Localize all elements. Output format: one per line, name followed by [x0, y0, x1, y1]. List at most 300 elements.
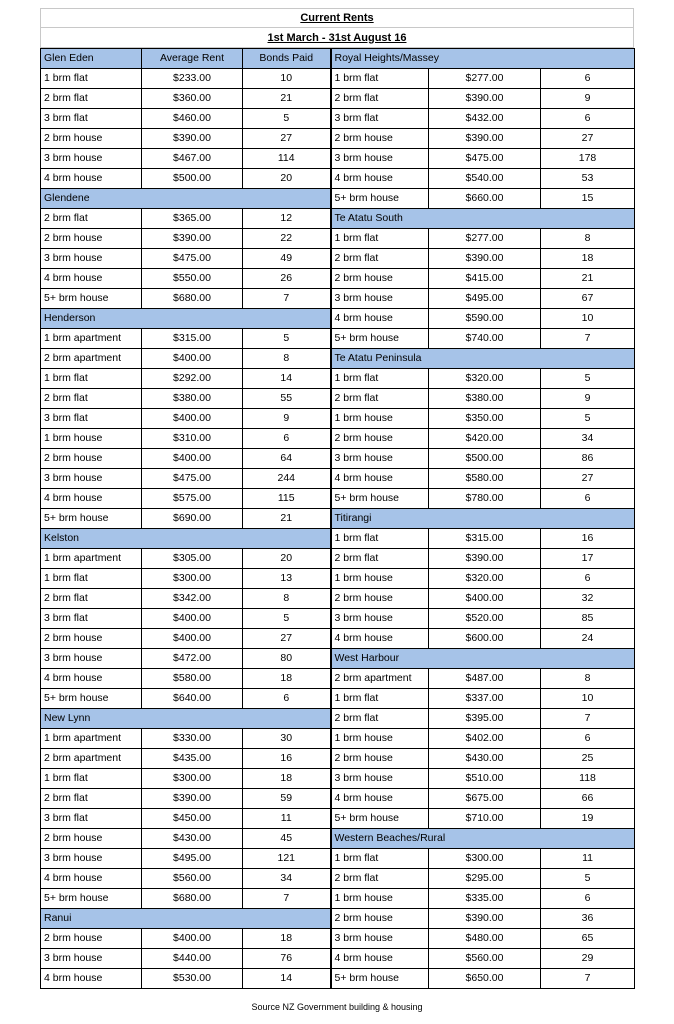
- bonds-paid: 9: [541, 389, 635, 409]
- bonds-paid: 27: [243, 129, 331, 149]
- average-rent: $400.00: [142, 629, 243, 649]
- average-rent: $365.00: [142, 209, 243, 229]
- average-rent: $660.00: [429, 189, 541, 209]
- average-rent: $475.00: [142, 469, 243, 489]
- dwelling-type: 3 brm flat: [41, 809, 142, 829]
- bonds-paid: 10: [541, 689, 635, 709]
- average-rent: $430.00: [429, 749, 541, 769]
- dwelling-type: 5+ brm house: [41, 689, 142, 709]
- dwelling-type: 2 brm flat: [331, 869, 429, 889]
- dwelling-type: 4 brm house: [331, 309, 429, 329]
- average-rent: $402.00: [429, 729, 541, 749]
- table-row: [41, 969, 635, 989]
- bonds-paid: 85: [541, 609, 635, 629]
- dwelling-type: 2 brm house: [331, 429, 429, 449]
- table-row: [41, 569, 635, 589]
- average-rent: $292.00: [142, 369, 243, 389]
- table-row: [41, 929, 635, 949]
- table-row: [41, 849, 635, 869]
- average-rent: $480.00: [429, 929, 541, 949]
- bonds-paid: 6: [541, 889, 635, 909]
- table-row: [41, 509, 635, 529]
- table-row: [41, 289, 635, 309]
- dwelling-type: 4 brm house: [41, 489, 142, 509]
- dwelling-type: 3 brm house: [331, 929, 429, 949]
- table-row: [41, 189, 635, 209]
- average-rent: $530.00: [142, 969, 243, 989]
- area-header-new-lynn: New Lynn: [41, 709, 331, 729]
- table-row: [41, 909, 635, 929]
- dwelling-type: 1 brm house: [331, 729, 429, 749]
- table-row: [41, 269, 635, 289]
- average-rent: $710.00: [429, 809, 541, 829]
- bonds-paid: 67: [541, 289, 635, 309]
- average-rent: $320.00: [429, 369, 541, 389]
- table-row: [41, 369, 635, 389]
- average-rent: $390.00: [142, 789, 243, 809]
- area-header-te-atatu-peninsula: Te Atatu Peninsula: [331, 349, 635, 369]
- dwelling-type: 2 brm house: [41, 229, 142, 249]
- dwelling-type: 2 brm flat: [41, 209, 142, 229]
- dwelling-type: 4 brm house: [331, 789, 429, 809]
- bonds-paid: 86: [541, 449, 635, 469]
- bonds-paid: 36: [541, 909, 635, 929]
- bonds-paid: 6: [243, 429, 331, 449]
- bonds-paid: 5: [541, 869, 635, 889]
- average-rent: $440.00: [142, 949, 243, 969]
- column-header-average-rent: Average Rent: [142, 49, 243, 69]
- rents-table: [40, 48, 635, 989]
- average-rent: $400.00: [142, 609, 243, 629]
- dwelling-type: 2 brm flat: [331, 89, 429, 109]
- dwelling-type: 3 brm house: [331, 769, 429, 789]
- bonds-paid: 14: [243, 369, 331, 389]
- average-rent: $500.00: [142, 169, 243, 189]
- column-header-bonds-paid: Bonds Paid: [243, 49, 331, 69]
- bonds-paid: 244: [243, 469, 331, 489]
- bonds-paid: 115: [243, 489, 331, 509]
- bonds-paid: 32: [541, 589, 635, 609]
- dwelling-type: 3 brm house: [41, 149, 142, 169]
- bonds-paid: 55: [243, 389, 331, 409]
- dwelling-type: 1 brm flat: [331, 689, 429, 709]
- average-rent: $740.00: [429, 329, 541, 349]
- dwelling-type: 2 brm house: [41, 129, 142, 149]
- table-row: [41, 229, 635, 249]
- table-row: [41, 449, 635, 469]
- area-header-ranui: Ranui: [41, 909, 331, 929]
- average-rent: $460.00: [142, 109, 243, 129]
- dwelling-type: 5+ brm house: [41, 509, 142, 529]
- average-rent: $380.00: [142, 389, 243, 409]
- average-rent: $315.00: [429, 529, 541, 549]
- dwelling-type: 4 brm house: [331, 469, 429, 489]
- bonds-paid: 121: [243, 849, 331, 869]
- table-row: [41, 649, 635, 669]
- table-row: [41, 749, 635, 769]
- bonds-paid: 18: [243, 769, 331, 789]
- average-rent: $390.00: [142, 129, 243, 149]
- dwelling-type: 2 brm flat: [41, 789, 142, 809]
- table-row: [41, 149, 635, 169]
- average-rent: $590.00: [429, 309, 541, 329]
- bonds-paid: 18: [541, 249, 635, 269]
- dwelling-type: 2 brm flat: [331, 549, 429, 569]
- bonds-paid: 6: [541, 569, 635, 589]
- dwelling-type: 2 brm house: [41, 449, 142, 469]
- table-row: [41, 209, 635, 229]
- bonds-paid: 8: [243, 589, 331, 609]
- bonds-paid: 49: [243, 249, 331, 269]
- average-rent: $300.00: [429, 849, 541, 869]
- bonds-paid: 30: [243, 729, 331, 749]
- table-row: [41, 249, 635, 269]
- bonds-paid: 9: [243, 409, 331, 429]
- average-rent: $430.00: [142, 829, 243, 849]
- bonds-paid: 114: [243, 149, 331, 169]
- dwelling-type: 1 brm house: [331, 409, 429, 429]
- average-rent: $320.00: [429, 569, 541, 589]
- dwelling-type: 2 brm house: [41, 929, 142, 949]
- dwelling-type: 5+ brm house: [41, 889, 142, 909]
- bonds-paid: 5: [243, 609, 331, 629]
- dwelling-type: 4 brm house: [41, 869, 142, 889]
- average-rent: $400.00: [142, 409, 243, 429]
- dwelling-type: 1 brm flat: [331, 69, 429, 89]
- dwelling-type: 2 brm house: [331, 749, 429, 769]
- bonds-paid: 6: [541, 109, 635, 129]
- dwelling-type: 1 brm house: [331, 569, 429, 589]
- date-range: 1st March - 31st August 16: [40, 28, 634, 48]
- dwelling-type: 3 brm house: [41, 949, 142, 969]
- bonds-paid: 9: [541, 89, 635, 109]
- table-row: [41, 329, 635, 349]
- dwelling-type: 2 brm house: [331, 589, 429, 609]
- average-rent: $540.00: [429, 169, 541, 189]
- table-row: [41, 949, 635, 969]
- dwelling-type: 4 brm house: [41, 269, 142, 289]
- dwelling-type: 4 brm house: [41, 969, 142, 989]
- table-row: [41, 549, 635, 569]
- bonds-paid: 29: [541, 949, 635, 969]
- bonds-paid: 59: [243, 789, 331, 809]
- bonds-paid: 53: [541, 169, 635, 189]
- average-rent: $510.00: [429, 769, 541, 789]
- area-header-glen-eden: Glen Eden: [41, 49, 142, 69]
- dwelling-type: 3 brm house: [41, 469, 142, 489]
- dwelling-type: 3 brm flat: [41, 609, 142, 629]
- area-header-western-beaches-rural: Western Beaches/Rural: [331, 829, 635, 849]
- average-rent: $650.00: [429, 969, 541, 989]
- average-rent: $500.00: [429, 449, 541, 469]
- table-row: [41, 169, 635, 189]
- average-rent: $380.00: [429, 389, 541, 409]
- dwelling-type: 2 brm flat: [41, 89, 142, 109]
- dwelling-type: 1 brm house: [41, 429, 142, 449]
- dwelling-type: 2 brm house: [41, 629, 142, 649]
- bonds-paid: 27: [243, 629, 331, 649]
- bonds-paid: 7: [243, 289, 331, 309]
- table-row: [41, 469, 635, 489]
- dwelling-type: 1 brm flat: [331, 369, 429, 389]
- dwelling-type: 3 brm flat: [41, 409, 142, 429]
- dwelling-type: 3 brm house: [331, 609, 429, 629]
- average-rent: $560.00: [142, 869, 243, 889]
- average-rent: $395.00: [429, 709, 541, 729]
- bonds-paid: 6: [541, 489, 635, 509]
- bonds-paid: 21: [243, 509, 331, 529]
- average-rent: $315.00: [142, 329, 243, 349]
- table-row: [41, 129, 635, 149]
- average-rent: $300.00: [142, 769, 243, 789]
- dwelling-type: 5+ brm house: [331, 809, 429, 829]
- average-rent: $600.00: [429, 629, 541, 649]
- dwelling-type: 5+ brm house: [331, 969, 429, 989]
- area-header-henderson: Henderson: [41, 309, 331, 329]
- dwelling-type: 4 brm house: [331, 949, 429, 969]
- bonds-paid: 76: [243, 949, 331, 969]
- dwelling-type: 2 brm house: [331, 129, 429, 149]
- average-rent: $400.00: [429, 589, 541, 609]
- page-title: Current Rents: [40, 8, 634, 28]
- table-row: [41, 709, 635, 729]
- bonds-paid: 10: [243, 69, 331, 89]
- average-rent: $337.00: [429, 689, 541, 709]
- dwelling-type: 5+ brm house: [331, 489, 429, 509]
- dwelling-type: 2 brm apartment: [41, 749, 142, 769]
- bonds-paid: 8: [243, 349, 331, 369]
- dwelling-type: 1 brm flat: [41, 769, 142, 789]
- bonds-paid: 14: [243, 969, 331, 989]
- dwelling-type: 4 brm house: [331, 169, 429, 189]
- bonds-paid: 5: [243, 109, 331, 129]
- dwelling-type: 2 brm flat: [331, 249, 429, 269]
- bonds-paid: 11: [541, 849, 635, 869]
- bonds-paid: 24: [541, 629, 635, 649]
- table-row: [41, 669, 635, 689]
- bonds-paid: 7: [541, 329, 635, 349]
- dwelling-type: 3 brm house: [331, 289, 429, 309]
- table-row: [41, 829, 635, 849]
- table-row: [41, 689, 635, 709]
- source-note: Source NZ Government building & housing: [251, 1002, 423, 1012]
- average-rent: $475.00: [429, 149, 541, 169]
- table-row: [41, 629, 635, 649]
- dwelling-type: 1 brm flat: [331, 849, 429, 869]
- average-rent: $675.00: [429, 789, 541, 809]
- bonds-paid: 34: [541, 429, 635, 449]
- dwelling-type: 3 brm flat: [331, 109, 429, 129]
- dwelling-type: 1 brm flat: [331, 229, 429, 249]
- average-rent: $390.00: [429, 549, 541, 569]
- bonds-paid: 18: [243, 669, 331, 689]
- average-rent: $580.00: [142, 669, 243, 689]
- bonds-paid: 5: [541, 409, 635, 429]
- bonds-paid: 8: [541, 669, 635, 689]
- bonds-paid: 15: [541, 189, 635, 209]
- bonds-paid: 27: [541, 129, 635, 149]
- average-rent: $575.00: [142, 489, 243, 509]
- rent-sheet: [40, 8, 634, 989]
- average-rent: $475.00: [142, 249, 243, 269]
- dwelling-type: 3 brm house: [41, 249, 142, 269]
- average-rent: $390.00: [429, 249, 541, 269]
- dwelling-type: 1 brm house: [331, 889, 429, 909]
- area-header-kelston: Kelston: [41, 529, 331, 549]
- bonds-paid: 8: [541, 229, 635, 249]
- average-rent: $300.00: [142, 569, 243, 589]
- dwelling-type: 2 brm house: [331, 269, 429, 289]
- table-row: [41, 529, 635, 549]
- bonds-paid: 34: [243, 869, 331, 889]
- average-rent: $580.00: [429, 469, 541, 489]
- average-rent: $780.00: [429, 489, 541, 509]
- average-rent: $495.00: [142, 849, 243, 869]
- dwelling-type: 4 brm house: [331, 629, 429, 649]
- average-rent: $400.00: [142, 449, 243, 469]
- bonds-paid: 19: [541, 809, 635, 829]
- bonds-paid: 66: [541, 789, 635, 809]
- bonds-paid: 5: [243, 329, 331, 349]
- average-rent: $277.00: [429, 69, 541, 89]
- dwelling-type: 1 brm apartment: [41, 329, 142, 349]
- dwelling-type: 1 brm apartment: [41, 549, 142, 569]
- bonds-paid: 7: [243, 889, 331, 909]
- bonds-paid: 22: [243, 229, 331, 249]
- bonds-paid: 21: [541, 269, 635, 289]
- bonds-paid: 17: [541, 549, 635, 569]
- average-rent: $390.00: [142, 229, 243, 249]
- dwelling-type: 1 brm flat: [41, 369, 142, 389]
- bonds-paid: 10: [541, 309, 635, 329]
- dwelling-type: 3 brm house: [331, 149, 429, 169]
- table-row: [41, 109, 635, 129]
- dwelling-type: 2 brm flat: [331, 389, 429, 409]
- dwelling-type: 2 brm flat: [41, 389, 142, 409]
- table-row: [41, 89, 635, 109]
- table-row: [41, 429, 635, 449]
- dwelling-type: 3 brm flat: [41, 109, 142, 129]
- average-rent: $233.00: [142, 69, 243, 89]
- bonds-paid: 6: [541, 729, 635, 749]
- average-rent: $335.00: [429, 889, 541, 909]
- bonds-paid: 20: [243, 549, 331, 569]
- bonds-paid: 45: [243, 829, 331, 849]
- average-rent: $305.00: [142, 549, 243, 569]
- table-row: [41, 489, 635, 509]
- bonds-paid: 16: [243, 749, 331, 769]
- average-rent: $400.00: [142, 929, 243, 949]
- bonds-paid: 178: [541, 149, 635, 169]
- bonds-paid: 13: [243, 569, 331, 589]
- dwelling-type: 3 brm house: [331, 449, 429, 469]
- dwelling-type: 5+ brm house: [331, 329, 429, 349]
- dwelling-type: 1 brm flat: [41, 569, 142, 589]
- average-rent: $495.00: [429, 289, 541, 309]
- table-row: [41, 809, 635, 829]
- dwelling-type: 4 brm house: [41, 169, 142, 189]
- bonds-paid: 5: [541, 369, 635, 389]
- average-rent: $350.00: [429, 409, 541, 429]
- average-rent: $520.00: [429, 609, 541, 629]
- table-row: [41, 789, 635, 809]
- dwelling-type: 1 brm flat: [41, 69, 142, 89]
- bonds-paid: 25: [541, 749, 635, 769]
- bonds-paid: 11: [243, 809, 331, 829]
- dwelling-type: 2 brm flat: [41, 589, 142, 609]
- dwelling-type: 2 brm apartment: [331, 669, 429, 689]
- average-rent: $360.00: [142, 89, 243, 109]
- bonds-paid: 27: [541, 469, 635, 489]
- table-row: [41, 589, 635, 609]
- bonds-paid: 118: [541, 769, 635, 789]
- table-row: [41, 769, 635, 789]
- table-row: [41, 69, 635, 89]
- table-row: [41, 729, 635, 749]
- average-rent: $680.00: [142, 889, 243, 909]
- average-rent: $310.00: [142, 429, 243, 449]
- bonds-paid: 26: [243, 269, 331, 289]
- average-rent: $487.00: [429, 669, 541, 689]
- dwelling-type: 5+ brm house: [331, 189, 429, 209]
- bonds-paid: 12: [243, 209, 331, 229]
- average-rent: $467.00: [142, 149, 243, 169]
- bonds-paid: 7: [541, 969, 635, 989]
- dwelling-type: 1 brm apartment: [41, 729, 142, 749]
- average-rent: $400.00: [142, 349, 243, 369]
- dwelling-type: 1 brm flat: [331, 529, 429, 549]
- area-header-royal-heights-massey: Royal Heights/Massey: [331, 49, 635, 69]
- bonds-paid: 16: [541, 529, 635, 549]
- average-rent: $450.00: [142, 809, 243, 829]
- bonds-paid: 18: [243, 929, 331, 949]
- table-row: [41, 389, 635, 409]
- average-rent: $690.00: [142, 509, 243, 529]
- dwelling-type: 3 brm house: [41, 649, 142, 669]
- average-rent: $330.00: [142, 729, 243, 749]
- average-rent: $435.00: [142, 749, 243, 769]
- dwelling-type: 2 brm flat: [331, 709, 429, 729]
- area-header-te-atatu-south: Te Atatu South: [331, 209, 635, 229]
- bonds-paid: 6: [243, 689, 331, 709]
- average-rent: $277.00: [429, 229, 541, 249]
- average-rent: $390.00: [429, 89, 541, 109]
- average-rent: $415.00: [429, 269, 541, 289]
- bonds-paid: 7: [541, 709, 635, 729]
- bonds-paid: 21: [243, 89, 331, 109]
- average-rent: $390.00: [429, 909, 541, 929]
- average-rent: $420.00: [429, 429, 541, 449]
- dwelling-type: 3 brm house: [41, 849, 142, 869]
- bonds-paid: 20: [243, 169, 331, 189]
- table-row: [41, 309, 635, 329]
- bonds-paid: 80: [243, 649, 331, 669]
- average-rent: $560.00: [429, 949, 541, 969]
- average-rent: $295.00: [429, 869, 541, 889]
- table-row: [41, 869, 635, 889]
- average-rent: $550.00: [142, 269, 243, 289]
- table-row: [41, 889, 635, 909]
- area-header-west-harbour: West Harbour: [331, 649, 635, 669]
- bonds-paid: 6: [541, 69, 635, 89]
- average-rent: $472.00: [142, 649, 243, 669]
- bonds-paid: 65: [541, 929, 635, 949]
- table-row: [41, 409, 635, 429]
- average-rent: $390.00: [429, 129, 541, 149]
- average-rent: $342.00: [142, 589, 243, 609]
- area-header-glendene: Glendene: [41, 189, 331, 209]
- dwelling-type: 2 brm house: [41, 829, 142, 849]
